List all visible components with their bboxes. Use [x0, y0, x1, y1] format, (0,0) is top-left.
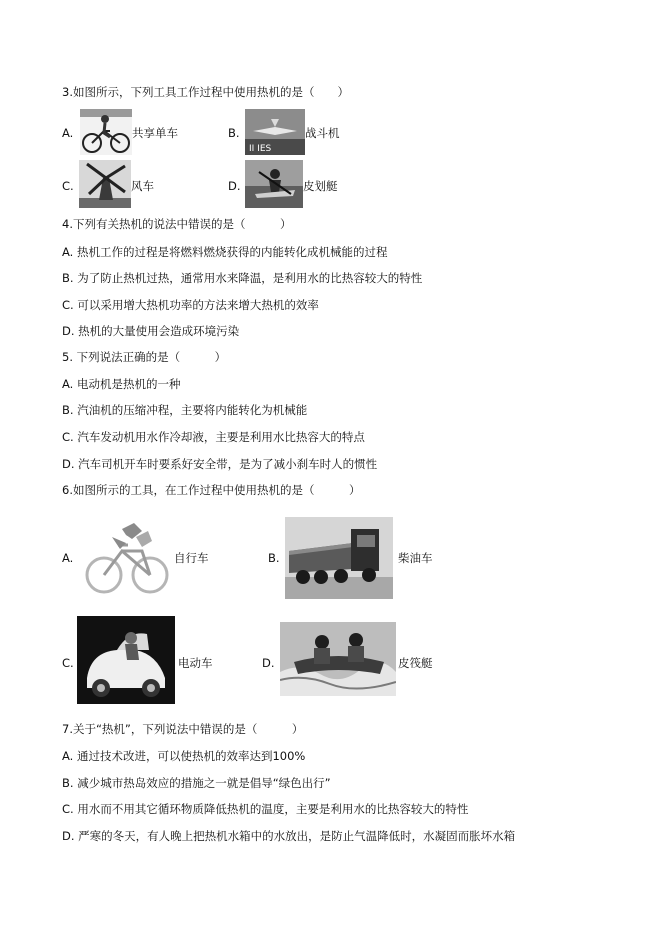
- q4-option-b-letter: B.: [62, 271, 74, 285]
- q3-option-c-letter: C.: [62, 179, 74, 193]
- q6-option-c-text: 电动车: [178, 656, 213, 670]
- bicycle-image: [82, 517, 172, 599]
- q3-option-d-letter: D.: [228, 179, 241, 193]
- q6-option-a-text: 自行车: [174, 551, 209, 565]
- svg-text:II IES: II IES: [249, 144, 272, 154]
- q7-option-b-text: 减少城市热岛效应的措施之一就是倡导“绿色出行”: [77, 776, 331, 790]
- q7-option-b: [62, 775, 331, 791]
- q5-option-c: [62, 429, 365, 445]
- q6-option-d-text: 皮筏艇: [398, 656, 433, 670]
- q7-option-a: [62, 748, 305, 764]
- q7-option-d-text: 严寒的冬天，有人晚上把热机水箱中的水放出，是防止气温降低时，水凝固而胀坏水箱: [78, 829, 516, 843]
- q3-option-a-text: 共享单车: [132, 126, 178, 140]
- q7-option-d: [62, 828, 515, 844]
- q4-option-a-text: 热机工作的过程是将燃料燃烧获得的内能转化成机械能的过程: [76, 245, 388, 259]
- q4-option-a: [62, 244, 387, 260]
- q5-option-a: [62, 376, 180, 392]
- q5-option-a-letter: A.: [62, 377, 74, 391]
- q7-option-b-letter: B.: [62, 776, 74, 790]
- q4-option-b: [62, 270, 422, 286]
- q6-option-b-text: 柴油车: [398, 551, 433, 565]
- q4-option-b-text: 为了防止热机过热，通常用水来降温，是利用水的比热容较大的特性: [77, 271, 423, 285]
- q5-option-b: [62, 402, 307, 418]
- q5-option-a-text: 电动机是热机的一种: [76, 377, 181, 391]
- q4-option-d: [62, 323, 239, 339]
- diesel-truck-photo: [285, 517, 393, 599]
- q3-option-b-text: 战斗机: [305, 126, 340, 140]
- q4-option-c: [62, 297, 319, 313]
- q5-option-d: [62, 456, 377, 472]
- q5-option-c-letter: C.: [62, 430, 74, 444]
- shared-bicycle-photo: [80, 109, 132, 155]
- q5-option-c-text: 汽车发动机用水作冷却液，主要是利用水比热容大的特点: [77, 430, 365, 444]
- q6-option-b-letter: B.: [268, 551, 280, 565]
- raft-photo: [280, 622, 396, 696]
- q6-option-c-letter: C.: [62, 656, 74, 670]
- q3-option-a-letter: A.: [62, 126, 74, 140]
- q3-option-d-text: 皮划艇: [303, 179, 338, 193]
- q5-option-b-text: 汽油机的压缩冲程，主要将内能转化为机械能: [77, 403, 308, 417]
- question-6-stem: 6.如图所示的工具，在工作过程中使用热机的是（ ）: [62, 483, 361, 497]
- q7-option-c: [62, 801, 468, 817]
- question-4-stem: 4.下列有关热机的说法中错误的是（ ）: [62, 217, 292, 231]
- fighter-jet-photo: [245, 109, 305, 155]
- q7-option-c-text: 用水而不用其它循环物质降低热机的温度，主要是利用水的比热容较大的特性: [77, 802, 469, 816]
- q6-option-a-letter: A.: [62, 551, 74, 565]
- q3-option-c-text: 风车: [131, 179, 154, 193]
- q4-option-d-letter: D.: [62, 324, 75, 338]
- q7-option-a-text: 通过技术改进，可以使热机的效率达到100%: [76, 749, 306, 763]
- question-5-stem: 5. 下列说法正确的是（ ）: [62, 350, 227, 364]
- q7-option-c-letter: C.: [62, 802, 74, 816]
- q4-option-c-text: 可以采用增大热机功率的方法来增大热机的效率: [77, 298, 319, 312]
- q6-option-d-letter: D.: [262, 656, 275, 670]
- q3-option-b-letter: B.: [228, 126, 240, 140]
- q7-option-d-letter: D.: [62, 829, 75, 843]
- q7-option-a-letter: A.: [62, 749, 74, 763]
- q4-option-d-text: 热机的大量使用会造成环境污染: [78, 324, 240, 338]
- electric-car-photo: [77, 616, 175, 704]
- q4-option-a-letter: A.: [62, 245, 74, 259]
- q5-option-d-text: 汽车司机开车时要系好安全带，是为了减小刹车时人的惯性: [78, 457, 378, 471]
- question-3-stem: 3.如图所示，下列工具工作过程中使用热机的是（ ）: [62, 85, 349, 99]
- q5-option-b-letter: B.: [62, 403, 74, 417]
- question-7-stem: 7.关于“热机”，下列说法中错误的是（ ）: [62, 722, 304, 736]
- windmill-photo: [79, 160, 131, 208]
- kayak-photo: [245, 160, 303, 208]
- q4-option-c-letter: C.: [62, 298, 74, 312]
- q5-option-d-letter: D.: [62, 457, 75, 471]
